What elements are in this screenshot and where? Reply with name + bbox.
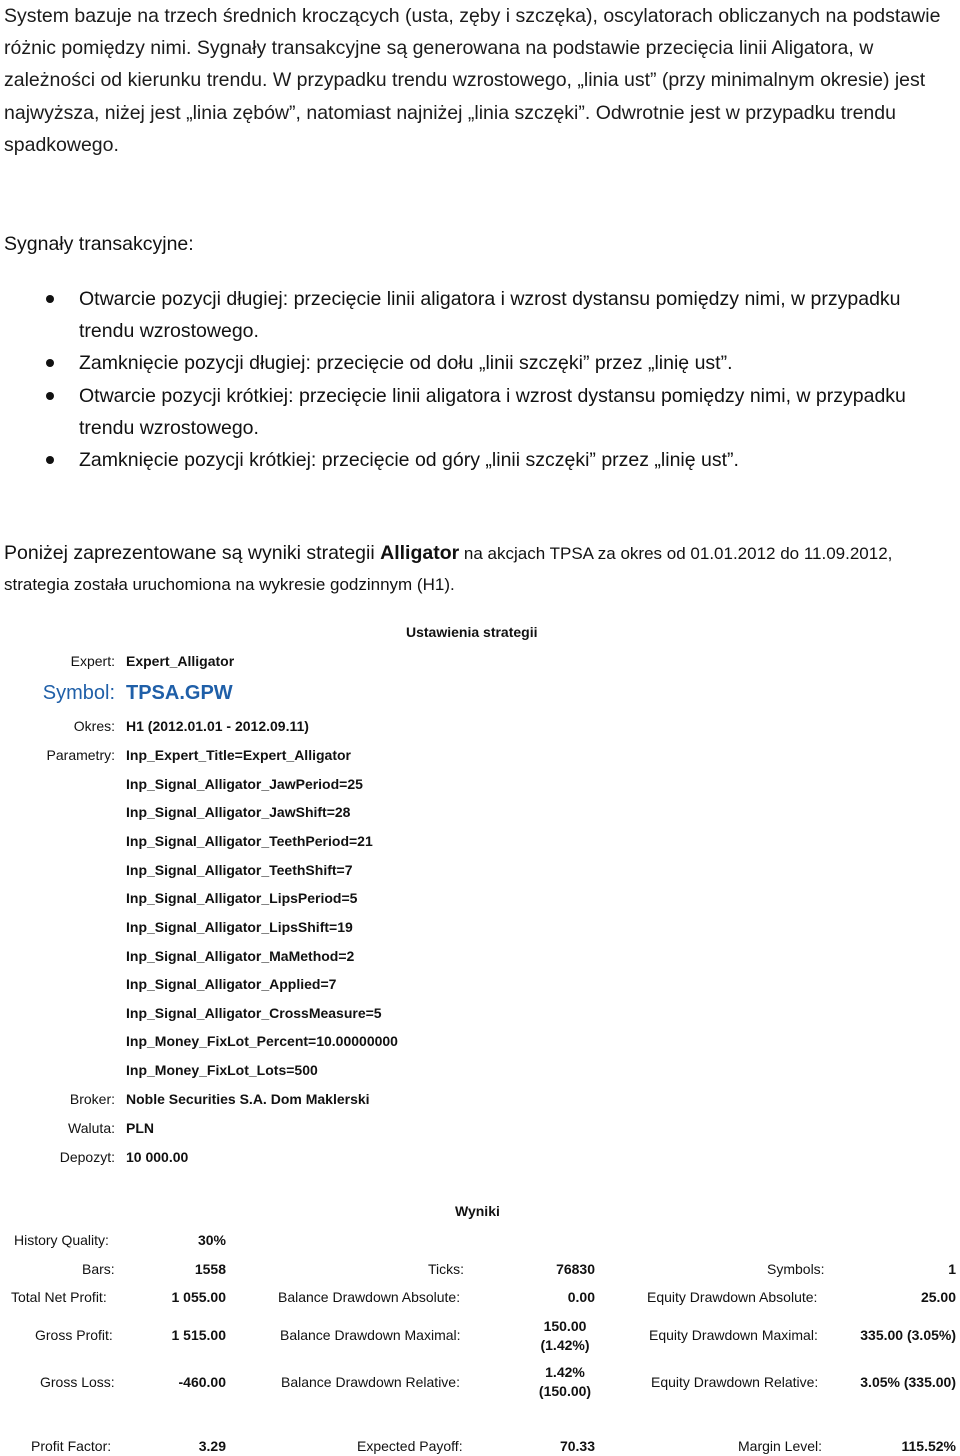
history-quality-value: 30% xyxy=(197,1232,226,1248)
gross-profit-label: Gross Profit: xyxy=(35,1327,113,1343)
signals-list xyxy=(0,283,950,476)
balance-drawdown-absolute-label: Balance Drawdown Absolute: xyxy=(278,1289,461,1305)
broker-value: Noble Securities S.A. Dom Maklerski xyxy=(126,1091,370,1107)
bullet-icon xyxy=(46,295,54,303)
gross-profit-value: 1 515.00 xyxy=(171,1327,226,1343)
strategy-name: Alligator xyxy=(380,542,460,564)
equity-drawdown-absolute-value: 25.00 xyxy=(920,1289,956,1305)
period-value: H1 (2012.01.01 - 2012.09.11) xyxy=(126,718,309,734)
expert-label: Expert: xyxy=(70,653,115,669)
expected-payoff-label: Expected Payoff: xyxy=(357,1438,463,1454)
settings-title: Ustawienia strategii xyxy=(406,624,538,640)
profit-factor-label: Profit Factor: xyxy=(31,1438,112,1454)
currency-label: Waluta: xyxy=(68,1120,115,1136)
deposit-value: 10 000.00 xyxy=(126,1149,189,1165)
param-value: Inp_Signal_Alligator_CrossMeasure=5 xyxy=(126,1005,382,1021)
bars-value: 1558 xyxy=(194,1261,226,1277)
param-value: Inp_Money_FixLot_Percent=10.00000000 xyxy=(126,1033,398,1049)
param-value: Inp_Money_FixLot_Lots=500 xyxy=(126,1062,318,1078)
params-label: Parametry: xyxy=(46,747,115,763)
gross-loss-value: -460.00 xyxy=(178,1374,226,1390)
list-item: Zamknięcie pozycji krótkiej: przecięcie od góry „linii szczęki” przez „linię ust”. xyxy=(0,444,950,476)
symbol-value: TPSA.GPW xyxy=(126,682,233,704)
period-label: Okres: xyxy=(73,718,115,734)
symbols-value: 1 xyxy=(948,1261,956,1277)
equity-drawdown-absolute-label: Equity Drawdown Absolute: xyxy=(647,1289,818,1305)
param-value: Inp_Signal_Alligator_TeethPeriod=21 xyxy=(126,833,373,849)
bullet-icon xyxy=(46,456,54,464)
balance-drawdown-absolute-value: 0.00 xyxy=(567,1289,595,1305)
net-profit-value: 1 055.00 xyxy=(171,1289,226,1305)
param-value: Inp_Signal_Alligator_JawPeriod=25 xyxy=(126,776,363,792)
profit-factor-value: 3.29 xyxy=(198,1438,226,1454)
bullet-icon xyxy=(46,359,54,367)
broker-label: Broker: xyxy=(69,1091,115,1107)
param-value: Inp_Signal_Alligator_Applied=7 xyxy=(126,976,337,992)
bullet-icon xyxy=(46,392,54,400)
list-item: Otwarcie pozycji długiej: przecięcie linii aligatora i wzrost dystansu pomiędzy nimi, w przypadku trendu wzrostowego. xyxy=(0,283,950,347)
equity-drawdown-relative-value: 3.05% (335.00) xyxy=(860,1374,956,1390)
deposit-label: Depozyt: xyxy=(59,1149,115,1165)
history-quality-label: History Quality: xyxy=(14,1232,109,1248)
expected-payoff-value: 70.33 xyxy=(559,1438,595,1454)
results-summary: Poniżej zaprezentowane są wyniki strategii Alligator na akcjach TPSA za okres od 01.01.2012 do 11.09.2012, strategia została uruchomiona na wykresie godzinnym (H1). xyxy=(4,542,893,594)
param-value: Inp_Signal_Alligator_TeethShift=7 xyxy=(126,862,353,878)
param-value: Inp_Signal_Alligator_LipsShift=19 xyxy=(126,919,353,935)
margin-level-label: Margin Level: xyxy=(738,1438,823,1454)
gross-loss-label: Gross Loss: xyxy=(40,1374,115,1390)
signals-heading: Sygnały transakcyjne: xyxy=(4,233,194,255)
param-value: Inp_Expert_Title=Expert_Alligator xyxy=(126,747,351,763)
symbol-label: Symbol: xyxy=(42,682,115,704)
balance-drawdown-relative-value: 1.42% (150.00) xyxy=(538,1364,592,1399)
expert-value: Expert_Alligator xyxy=(126,653,235,669)
equity-drawdown-relative-label: Equity Drawdown Relative: xyxy=(651,1374,819,1390)
ticks-label: Ticks: xyxy=(428,1261,465,1277)
equity-drawdown-maximal-value: 335.00 (3.05%) xyxy=(860,1327,956,1343)
currency-value: PLN xyxy=(126,1120,154,1136)
symbols-label: Symbols: xyxy=(767,1261,825,1277)
param-value: Inp_Signal_Alligator_JawShift=28 xyxy=(126,804,351,820)
param-value: Inp_Signal_Alligator_MaMethod=2 xyxy=(126,948,355,964)
intro-paragraph: System bazuje na trzech średnich kroczących (usta, zęby i szczęka), oscylatorach obliczanych na podstawie różnic pomiędzy nimi. Sygnały transakcyjne są generowana na podstawie przecięcia linii Aligatora, w zależności od kierunku trendu. W przypadku trendu wzrostowego, „linia ust” (przy minimalnym okresie) jest najwyższa, niżej jest „linia zębów”, natomiast najniżej „linia szczęki”. Odwrotnie jest w przypadku trendu spadkowego. xyxy=(4,5,941,156)
ticks-value: 76830 xyxy=(556,1261,595,1277)
balance-drawdown-maximal-value: 150.00 (1.42%) xyxy=(540,1318,590,1353)
balance-drawdown-maximal-label: Balance Drawdown Maximal: xyxy=(280,1327,461,1343)
param-value: Inp_Signal_Alligator_LipsPeriod=5 xyxy=(126,890,358,906)
net-profit-label: Total Net Profit: xyxy=(11,1289,107,1305)
results-title: Wyniki xyxy=(455,1203,500,1219)
bars-label: Bars: xyxy=(82,1261,115,1277)
list-item: Zamknięcie pozycji długiej: przecięcie od dołu „linii szczęki” przez „linię ust”. xyxy=(0,347,950,379)
margin-level-value: 115.52% xyxy=(901,1438,956,1454)
equity-drawdown-maximal-label: Equity Drawdown Maximal: xyxy=(649,1327,818,1343)
balance-drawdown-relative-label: Balance Drawdown Relative: xyxy=(281,1374,460,1390)
list-item: Otwarcie pozycji krótkiej: przecięcie linii aligatora i wzrost dystansu pomiędzy nimi, w przypadku trendu wzrostowego. xyxy=(0,380,950,444)
